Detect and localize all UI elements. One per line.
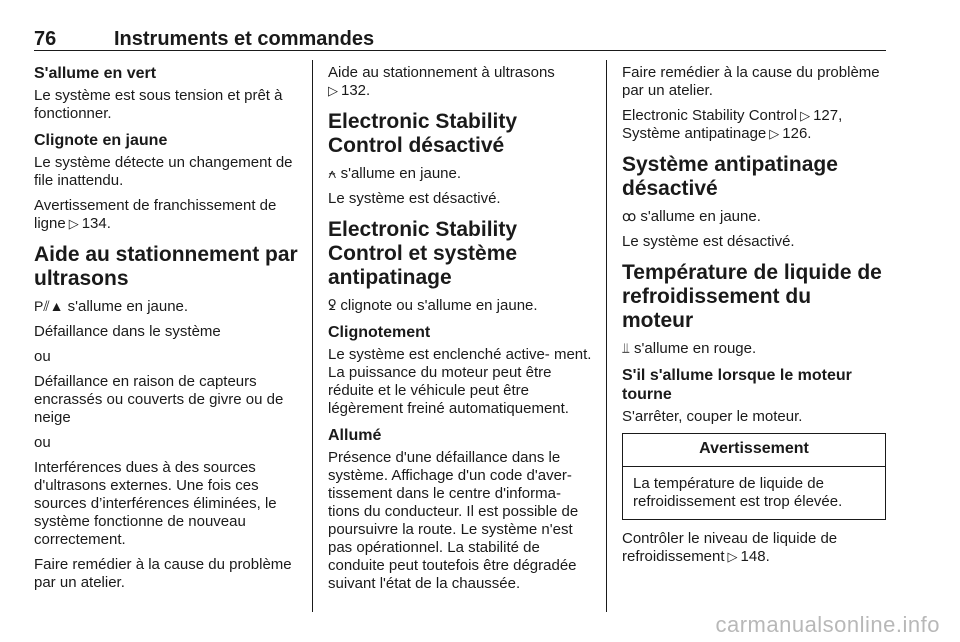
heading-esc-antipatinage: Electronic Stability Control et système antipatinage — [328, 218, 518, 289]
page-ref-arrow-icon: ▷ — [328, 83, 338, 98]
paragraph: Interférences dues à des sources d'ultrasons externes. Une fois ces sources d’interférences éliminées, le système fonctionne de nouveau correctement. — [34, 459, 277, 548]
heading-temperature: Température de liquide de refroidissement du moteur — [622, 261, 882, 332]
paragraph: Faire remédier à la cause du problème par un atelier. — [622, 64, 880, 99]
page-ref[interactable]: 134. — [81, 215, 111, 232]
paragraph: Le système est sous tension et prêt à fonctionner. — [34, 87, 283, 122]
heading-jaune: Clignote en jaune — [34, 132, 168, 149]
page-number: 76 — [34, 28, 57, 50]
heading-antipatinage-desactive: Système antipatinage désactivé — [622, 153, 838, 200]
column-2 — [328, 64, 592, 600]
paragraph: S'arrêter, couper le moteur. — [622, 408, 803, 425]
warning-title: Avertissement — [623, 434, 885, 467]
warning-body: La température de liquide de refroidissement est trop élevée. — [633, 475, 843, 510]
column-1 — [34, 64, 302, 599]
heading-sil-sallume: S'il s'allume lorsque le moteur tourne — [622, 367, 852, 403]
traction-control-off-icon: ꝏ — [622, 208, 637, 224]
paragraph: ꝿ clignote ou s'allume en jaune. — [328, 297, 538, 314]
paragraph: ⫫ s'allume en rouge. — [622, 340, 757, 357]
paragraph: Avertissement de franchissement de ligne ▷ 134. — [34, 197, 277, 232]
column-divider — [312, 60, 313, 612]
page-ref-arrow-icon: ▷ — [68, 216, 79, 231]
paragraph: P⫽▲ s'allume en jaune. — [34, 298, 189, 315]
paragraph: ou — [34, 348, 51, 365]
paragraph: Le système est enclenché active- ment. La puissance du moteur peut être réduite et le véhicule peut être légèrement freiné automatiquement. — [328, 346, 592, 417]
paragraph: Présence d'une défaillance dans le système. Affichage d'un code d'aver- tissement dans le centre d'informa- tions du conducteur. Il est possible de poursuivre la route. Le système n'est pas opérationnel. La stabilité de conduite peut toutefois être dégradée suivant l'état de la chaussée. — [328, 449, 579, 592]
page-ref[interactable]: 148. — [740, 548, 770, 565]
warning-box — [622, 433, 886, 520]
parking-sensor-icon: P⫽▲ — [34, 298, 64, 314]
heading-esc-desactive: Electronic Stability Control désactivé — [328, 110, 518, 157]
page-ref-arrow-icon: ▷ — [769, 126, 780, 141]
heading-clignotement: Clignotement — [328, 324, 431, 341]
page-ref[interactable]: 127, — [813, 107, 843, 124]
column-3 — [622, 64, 886, 573]
paragraph: Défaillance en raison de capteurs encrassés ou couverts de givre ou de neige — [34, 373, 284, 426]
paragraph: ou — [34, 434, 51, 451]
paragraph: Défaillance dans le système — [34, 323, 221, 340]
page-header — [34, 26, 886, 51]
paragraph: Le système est désactivé. — [622, 233, 795, 250]
page-ref[interactable]: 132. — [341, 82, 371, 99]
page-ref[interactable]: 126. — [782, 125, 812, 142]
watermark: carmanualsonline.info — [715, 612, 940, 637]
heading-vert: S'allume en vert — [34, 65, 157, 82]
paragraph: Aide au stationnement à ultrasons ▷ 132. — [328, 64, 555, 99]
heading-allume: Allumé — [328, 427, 382, 444]
paragraph: Electronic Stability Control ▷ 127, Système antipatinage ▷ 126. — [622, 107, 843, 142]
page-title: Instruments et commandes — [114, 28, 375, 50]
paragraph: Le système est désactivé. — [328, 190, 501, 207]
esc-off-icon: ⍲ — [328, 165, 337, 181]
coolant-temperature-icon: ⫫ — [622, 340, 630, 356]
esc-icon: ꝿ — [328, 297, 337, 313]
paragraph: Le système détecte un changement de file inattendu. — [34, 154, 293, 189]
paragraph: ⍲ s'allume en jaune. — [328, 165, 462, 182]
paragraph: Faire remédier à la cause du problème par un atelier. — [34, 556, 292, 591]
heading-aide-stationnement: Aide au stationnement par ultrasons — [34, 243, 298, 290]
page-ref-arrow-icon: ▷ — [800, 108, 811, 123]
page-ref-arrow-icon: ▷ — [727, 549, 738, 564]
column-divider — [606, 60, 607, 612]
paragraph: Contrôler le niveau de liquide de refroidissement ▷ 148. — [622, 530, 838, 565]
paragraph: ꝏ s'allume en jaune. — [622, 208, 761, 225]
